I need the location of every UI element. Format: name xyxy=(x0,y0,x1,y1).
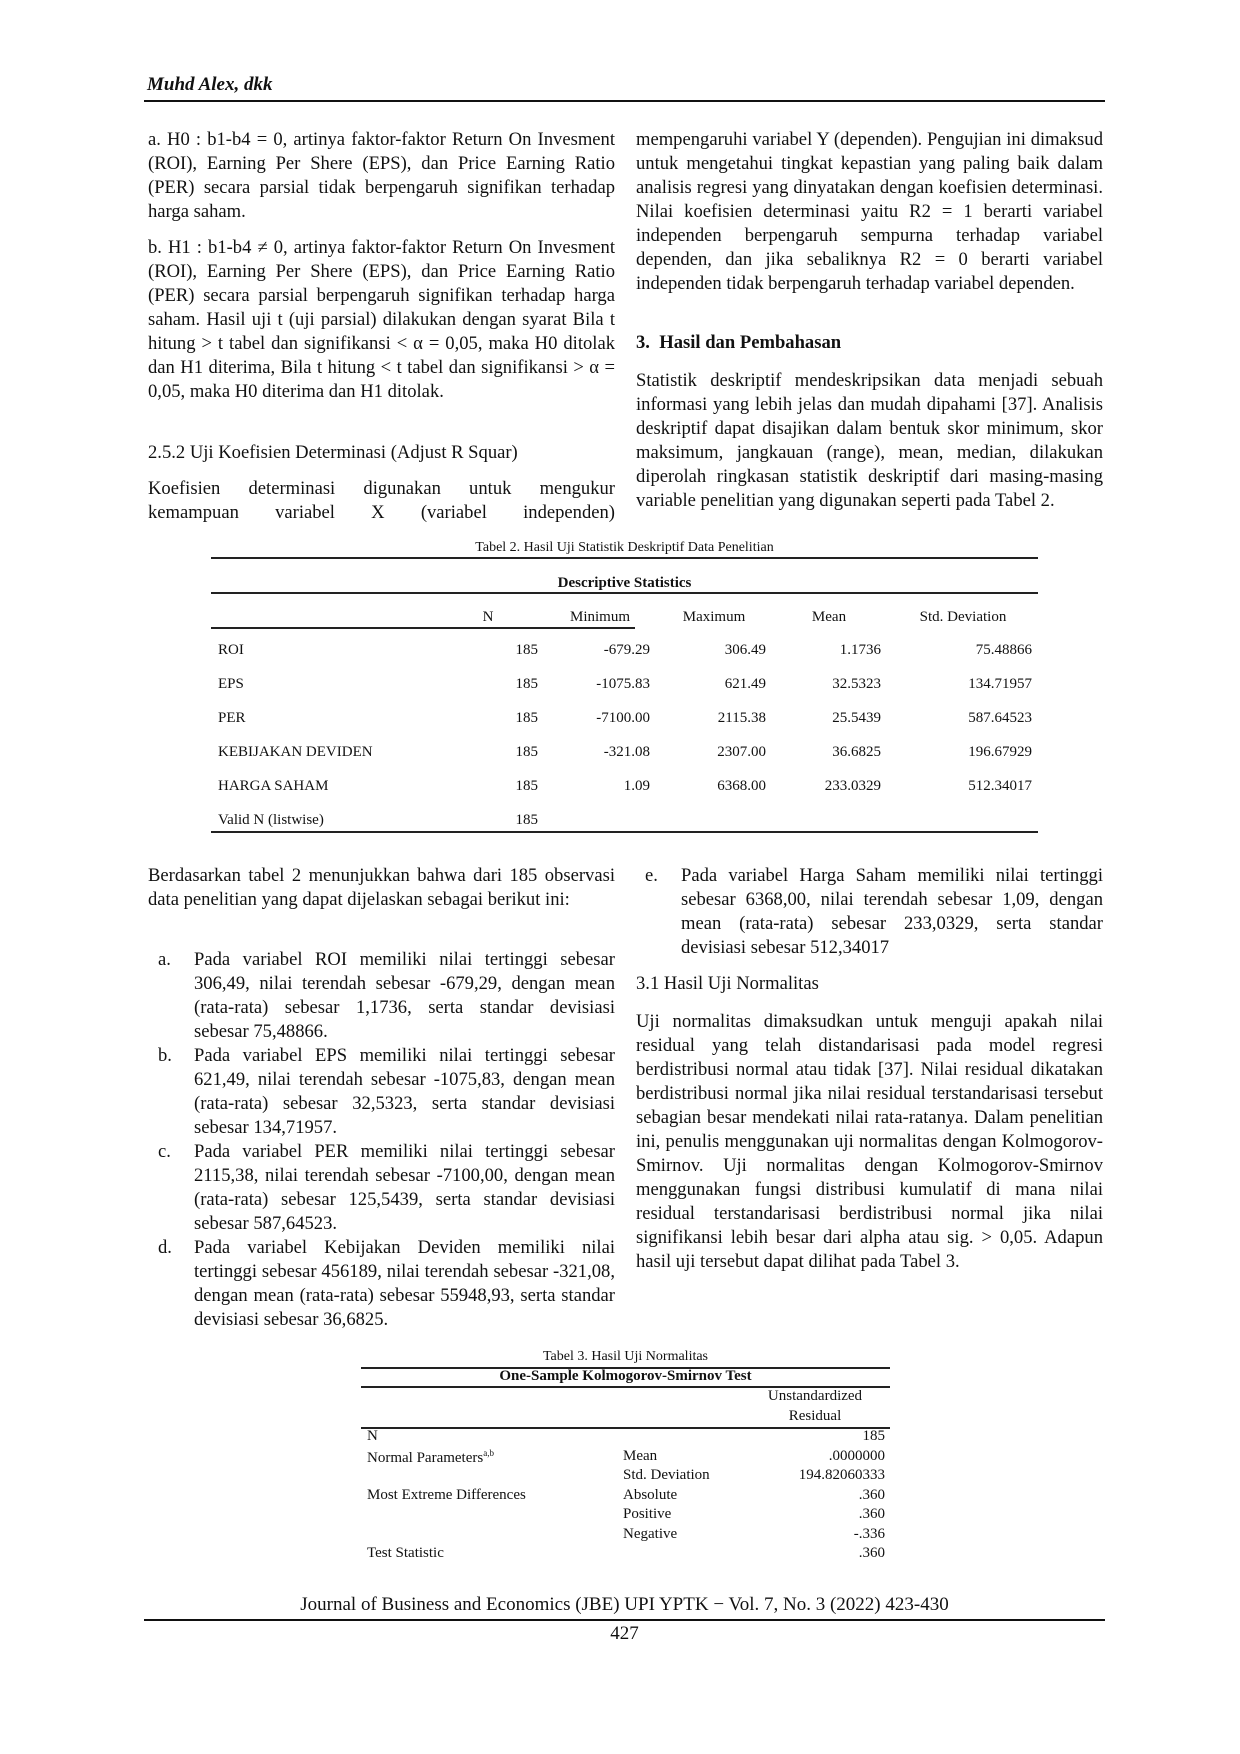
table-cell-mean: 36.6825 xyxy=(832,744,881,760)
para-koefisien: Koefisien determinasi digunakan untuk mengukur kemampuan variabel X (variabel independen) xyxy=(148,478,615,523)
table-3-value: 185 xyxy=(862,1428,885,1444)
table-cell-n: 185 xyxy=(515,778,538,794)
table-3-value: .0000000 xyxy=(828,1447,885,1464)
table-row-label: HARGA SAHAM xyxy=(218,778,329,794)
list-label: c. xyxy=(158,1141,171,1162)
list-label: e. xyxy=(645,865,658,886)
table-3-sub-label: Std. Deviation xyxy=(623,1467,710,1483)
table-cell-max: 6368.00 xyxy=(717,778,766,794)
list-text: Pada variabel ROI memiliki nilai tertinggi sebesar 306,49, nilai terendah sebesar -679,29, dengan mean (rata-rata) sebesar 1,1736, serta standar devisiasi sebesar 75,48866. xyxy=(194,949,615,1042)
table-2-title: Descriptive Statistics xyxy=(557,575,692,591)
list-label: b. xyxy=(158,1045,172,1066)
table-cell-min: -321.08 xyxy=(603,744,650,760)
table-rule xyxy=(211,627,635,629)
table-cell-min: -679.29 xyxy=(603,642,650,658)
list-item-c xyxy=(158,1140,615,1236)
table-3-title: One-Sample Kolmogorov-Smirnov Test xyxy=(499,1368,752,1384)
col-header-minimum: Minimum xyxy=(569,609,630,625)
table-3-value: -.336 xyxy=(853,1525,885,1542)
hypothesis-h1: b. H1 : b1-b4 ≠ 0, artinya faktor-faktor Return On Invesment (ROI), Earning Per Shere (EPS), dan Price Earning Ratio (PER) secara parsial berpengaruh signifikan terhadap harga saham. Hasil uji t (uji parsial) dilakukan dengan syarat Bila t hitung > t tabel dan signifikansi < α = 0,05, maka H0 ditolak dan H1 diterima, Bila t hitung < t tabel dan signifikansi > α = 0,05, maka H0 diterima dan H1 ditolak. xyxy=(148,237,615,402)
table-3-sub-label: Mean xyxy=(623,1447,658,1464)
table-cell-min: 1.09 xyxy=(623,778,650,794)
table-cell-std: 134.71957 xyxy=(968,676,1032,692)
table-3-value: .360 xyxy=(858,1506,885,1522)
list-item-e xyxy=(645,864,1103,960)
table-rule xyxy=(211,831,1038,833)
list-label: a. xyxy=(158,949,171,970)
table-cell-std: 75.48866 xyxy=(975,642,1032,658)
list-item-d xyxy=(158,1236,615,1332)
table-3-value: .360 xyxy=(858,1486,885,1503)
table-3-sub-label: Negative xyxy=(623,1525,678,1542)
table-3-row-label xyxy=(367,1448,494,1467)
row-label-text: Normal Parameters xyxy=(367,1449,484,1466)
table-3-row-label xyxy=(367,1545,444,1562)
col-header-unstandardized: Unstandardized xyxy=(767,1388,863,1404)
col-header-n: N xyxy=(482,609,494,625)
header-rule xyxy=(144,100,1105,102)
page-number: 427 xyxy=(610,1623,639,1644)
table-rule xyxy=(211,592,1038,594)
table-rule xyxy=(211,557,1038,559)
table-cell-n: 185 xyxy=(515,676,538,692)
running-header-authors: Muhd Alex, dkk xyxy=(147,74,273,95)
footer-journal: Journal of Business and Economics (JBE) UPI YPTK − Vol. 7, No. 3 (2022) 423-430 xyxy=(300,1594,949,1615)
section-heading-3: 3. Hasil dan Pembahasan xyxy=(636,332,842,353)
footnote-marker: a,b xyxy=(483,1447,494,1458)
table-cell-mean: 32.5323 xyxy=(832,676,881,692)
table-cell-max: 2307.00 xyxy=(717,744,766,760)
table-cell-n: 185 xyxy=(515,812,538,828)
table-cell-min: -7100.00 xyxy=(596,710,650,726)
table-cell-max: 2115.38 xyxy=(717,710,766,726)
col-header-mean: Mean xyxy=(811,609,847,625)
table-3-caption: Tabel 3. Hasil Uji Normalitas xyxy=(542,1349,709,1364)
col-header-maximum: Maximum xyxy=(682,609,746,625)
table-row-label: EPS xyxy=(218,676,244,692)
list-text: Pada variabel Harga Saham memiliki nilai tertinggi sebesar 6368,00, nilai terendah sebesar 1,09, dengan mean (rata-rata) sebesar 233,0329, serta standar devisiasi sebesar 512,34017 xyxy=(681,865,1103,958)
col-header-residual: Residual xyxy=(788,1408,842,1424)
table-cell-std: 587.64523 xyxy=(968,710,1032,726)
para-determinasi: mempengaruhi variabel Y (dependen). Pengujian ini dimaksud untuk mengetahui tingkat kepastian yang paling baik dalam analisis regresi yang dinyatakan dengan koefisien determinasi. Nilai koefisien determinasi yaitu R2 = 1 berarti variabel independen berpengaruh sempurna terhadap variabel dependen, dan jika sebaliknya R2 = 0 berarti variabel independen tidak berpengaruh terhadap variabel dependen. xyxy=(636,129,1103,294)
table-3-row-label xyxy=(367,1428,378,1445)
list-text: Pada variabel EPS memiliki nilai tertinggi sebesar 621,49, nilai terendah sebesar -1075,83, dengan mean (rata-rata) sebesar 32,5323, serta standar devisiasi sebesar 134,71957. xyxy=(194,1045,615,1138)
table-cell-n: 185 xyxy=(515,744,538,760)
table-row-label: KEBIJAKAN DEVIDEN xyxy=(218,744,373,760)
table-cell-std: 512.34017 xyxy=(968,778,1032,794)
table-3-value: 194.82060333 xyxy=(798,1467,885,1483)
table-cell-n: 185 xyxy=(515,642,538,658)
table-row-label: PER xyxy=(218,710,246,726)
para-statistik: Statistik deskriptif mendeskripsikan data menjadi sebuah informasi yang lebih jelas dan mudah dipahami [37]. Analisis deskriptif dapat disajikan dalam bentuk skor minimum, skor maksimum, jangkauan (range), mean, median, dilakukan diperolah ringkasan statistik deskriptif dari masing-masing variable penelitian yang digunakan seperti pada Tabel 2. xyxy=(636,370,1103,511)
para-normalitas: Uji normalitas dimaksudkan untuk menguji apakah nilai residual yang telah distandarisasi pada model regresi berdistribusi normal atau tidak [37]. Nilai residual dikatakan berdistribusi normal jika nilai residual terstandarisasi tersebut sebagian besar mendekati nilai rata-ratanya. Dalam penelitian ini, penulis menggunakan uji normalitas dengan Kolmogorov-Smirnov. Uji normalitas dengan Kolmogorov-Smirnov menggunakan fungsi distribusi kumulatif di mana nilai residual terstandarisasi berdistribusi normal jika nilai signifikansi lebih besar dari alpha atau sig. > 0,05. Adapun hasil uji tersebut dapat dilihat pada Tabel 3. xyxy=(636,1011,1103,1272)
subheading-3-1: 3.1 Hasil Uji Normalitas xyxy=(636,973,819,994)
table-cell-mean: 1.1736 xyxy=(839,642,881,658)
table-3-row-label xyxy=(367,1487,526,1504)
list-item-b xyxy=(158,1044,615,1140)
table-cell-max: 621.49 xyxy=(724,676,766,692)
subheading-2-5-2: 2.5.2 Uji Koefisien Determinasi (Adjust R Squar) xyxy=(148,442,518,463)
row-label-text: Test Statistic xyxy=(367,1545,444,1561)
list-label: d. xyxy=(158,1237,172,1258)
footer-rule xyxy=(144,1619,1105,1621)
table-cell-min: -1075.83 xyxy=(596,676,650,692)
row-label-text: N xyxy=(367,1428,378,1444)
table-cell-mean: 233.0329 xyxy=(824,778,881,794)
col-header-std-deviation: Std. Deviation xyxy=(919,609,1007,625)
table-cell-n: 185 xyxy=(515,710,538,726)
table-row-label: ROI xyxy=(218,642,244,658)
row-label-text: Most Extreme Differences xyxy=(367,1486,526,1503)
hypothesis-h0: a. H0 : b1-b4 = 0, artinya faktor-faktor Return On Invesment (ROI), Earning Per Shere (EPS), dan Price Earning Ratio (PER) secara parsial tidak berpengaruh signifikan terhadap harga saham. xyxy=(148,129,615,222)
list-text: Pada variabel Kebijakan Deviden memiliki nilai tertinggi sebesar 456189, nilai terendah sebesar -321,08, dengan mean (rata-rata) sebesar 55948,93, serta standar devisiasi sebesar 36,6825. xyxy=(194,1237,615,1330)
table-cell-std: 196.67929 xyxy=(968,744,1032,760)
list-text: Pada variabel PER memiliki nilai tertinggi sebesar 2115,38, nilai terendah sebesar -7100,00, dengan mean (rata-rata) sebesar 125,5439, serta standar devisiasi sebesar 587,64523. xyxy=(194,1141,615,1234)
table-cell-mean: 25.5439 xyxy=(832,710,881,726)
table-3-value: .360 xyxy=(858,1545,885,1561)
table-row-label: Valid N (listwise) xyxy=(218,812,324,828)
table-3-sub-label: Absolute xyxy=(623,1486,678,1503)
table-cell-max: 306.49 xyxy=(724,642,766,658)
list-item-a xyxy=(158,948,615,1044)
para-berdasarkan: Berdasarkan tabel 2 menunjukkan bahwa dari 185 observasi data penelitian yang dapat dijelaskan sebagai berikut ini: xyxy=(148,865,615,910)
table-3-sub-label: Positive xyxy=(623,1506,672,1522)
table-2-caption: Tabel 2. Hasil Uji Statistik Deskriptif Data Penelitian xyxy=(475,540,774,555)
